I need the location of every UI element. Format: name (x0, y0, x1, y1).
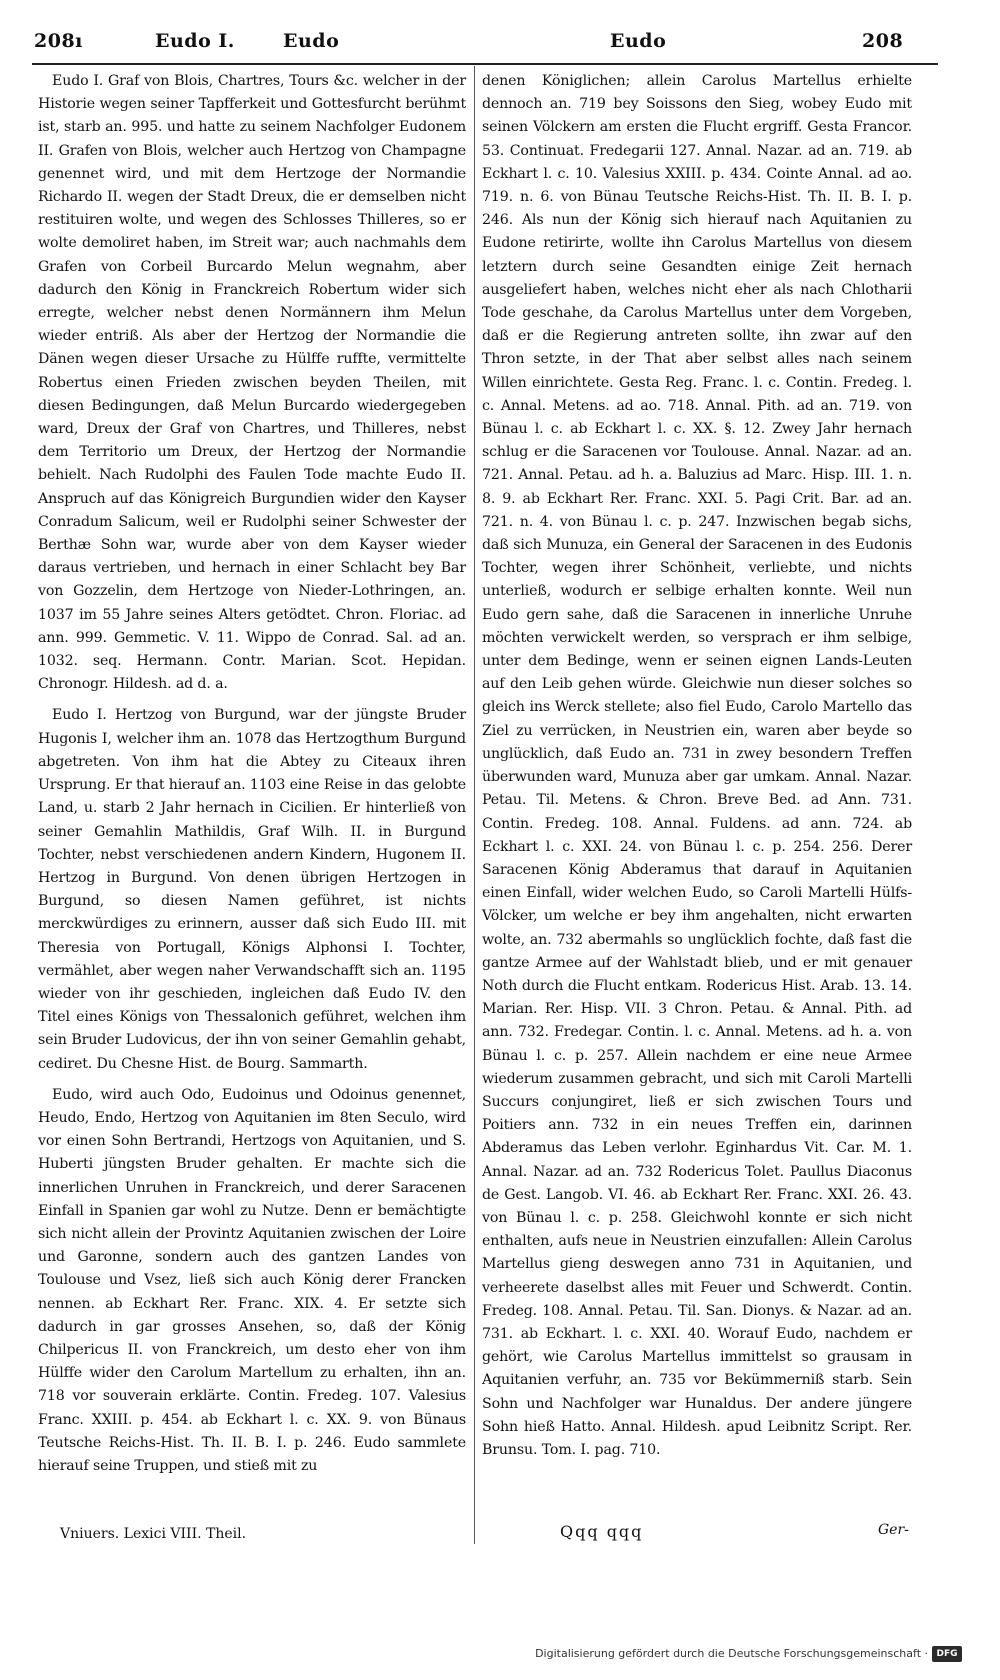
header-rule (32, 63, 938, 65)
volume-signature: Vniuers. Lexici VIII. Theil. (60, 1526, 247, 1542)
right-running-head: Eudo (610, 30, 667, 52)
entry-eudo-aquitanien-continued: denen Königlichen; allein Carolus Martellus erhielte dennoch an. 719 bey Soissons den Sieg, wobey Eudo mit seinen Völckern am ersten die Flucht ergriff. Gesta Francor. 53. Continuat. Fredegarii 127. Annal. Nazar. ad an. 719. ab Eckhart l. c. 10. Valesius XXIII. p. 434. Cointe Annal. ad ao. 719. n. 6. von Bünau Teutsche Reichs-Hist. Th. II. B. I. p. 246. Als nun der König sich hierauf nach Aquitanien zu Eudone retirirte, wollte ihn Carolus Martellus von diesem letztern durch seine Gesandten einige Zeit hernach ausgeliefert haben, welches nicht eher als nach Chlotharii Tode geschahe, da Carolus Martellus unter dem Vorgeben, daß er die Regierung antreten sollte, ihn zwar auf den Thron setzte, in der That aber selbst alles nach seinem Willen einrichtete. Gesta Reg. Franc. l. c. Contin. Fredeg. l. c. Annal. Metens. ad ao. 718. Annal. Pith. ad an. 719. von Bünau l. c. ab Eckhart l. c. XX. §. 12. Zwey Jahr hernach schlug er die Saracenen vor Toulouse. Annal. Nazar. ad an. 721. Annal. Petau. ad h. a. Baluzius ad Marc. Hisp. III. 1. n. 8. 9. ab Eckhart Rer. Franc. XXI. 5. Pagi Crit. Bar. ad an. 721. n. 4. von Bünau l. c. p. 247. Inzwischen begab sichs, daß sich Munuza, ein General der Saracenen in des Eudonis Tochter, wegen ihrer Schönheit, verliebte, und nichts unterließ, wodurch er selbige erhalten konnte. Weil nun Eudo gern sahe, daß die Saracenen in innerliche Unruhe möchten verwickelt werden, so versprach er ihm selbige, unter dem Bedinge, wenn er seinen eignen Lands-Leuten auf den Leib gehen würde. Gleichwie nun dieser solches so gleich ins Werck stellete; also fiel Eudo, Carolo Martello das Ziel zu verrücken, in Neustrien ein, waren aber beyde so unglücklich, daß Eudo an. 731 in zwey besondern Treffen überwunden ward, Munuza aber gar umkam. Annal. Nazar. Petau. Til. Metens. & Chron. Breve Bed. ad Ann. 731. Contin. Fredeg. 108. Annal. Fuldens. ad ann. 724. ab Eckhart l. c. XXI. 24. von Bünau l. c. p. 254. 256. Derer Saracenen König Abderamus that darauf in Aquitanien einen Einfall, wider welchen Eudo, so Caroli Martelli Hülfs-Völcker, um welche er bey ihm angehalten, nicht erwarten wolte, an. 732 abermahls so unglücklich fochte, daß fast die gantze Armee auf der Wahlstadt blieb, und er mit genauer Noth durch die Flucht entkam. Rodericus Hist. Arab. 13. 14. Marian. Rer. Hisp. VII. 3 Chron. Petau. & Annal. Pith. ad ann. 732. Fredegar. Contin. l. c. Annal. Metens. ad h. a. von Bünau l. c. p. 257. Allein nachdem er eine neue Armee wiederum zusammen gebracht, und sich mit Caroli Martelli Succurs conjungiret, ließ er sich zwischen Tours und Poitiers ann. 732 in ein neues Treffen ein, darinnen Abderamus das Leben verlohr. Eginhardus Vit. Car. M. 1. Annal. Nazar. ad an. 732 Rodericus Tolet. Paullus Diaconus de Gest. Langob. VI. 46. ab Eckhart Rer. Franc. XXI. 26. 43. von Bünau l. c. p. 258. Gleichwohl konnte er sich nicht enthalten, aufs neue in Neustrien einzufallen: Allein Carolus Martellus gieng deswegen anno 731 in Aquitanien, und verheerete daselbst alles mit Feuer und Schwerdt. Contin. Fredeg. 108. Annal. Petau. Til. San. Dionys. & Nazar. ad an. 731. ab Eckhart. l. c. XXI. 40. Worauf Eudo, nachdem er gehört, wie Carolus Martellus immittelst so grausam in Aquitanien verfuhr, an. 735 vor Bekümmerniß starb. Sein Sohn und Nachfolger war Hunaldus. Der andere jüngere Sohn hieß Hatto. Annal. Hildesh. apud Leibnitz Script. Rer. Brunsu. Tom. I. pag. 710. (482, 73, 912, 1458)
column-divider (474, 66, 475, 1544)
entry-eudo-aquitanien: Eudo, wird auch Odo, Eudoinus und Odoinus genennet, Heudo, Endo, Hertzog von Aquitanien im 8ten Seculo, wird vor einen Sohn Bertrandi, Hertzogs von Aquitanien, und S. Huberti jüngsten Bruder gehalten. Er machte sich die innerlichen Unruhen in Franckreich, und derer Saracenen Einfall in Spanien gar wohl zu Nutze. Denn er bemächtigte sich nicht allein der Provintz Aquitanien zwischen der Loire und Garonne, sondern auch des gantzen Landes von Toulouse und Vsez, ließ sich auch König derer Francken nennen. ab Eckhart Rer. Franc. XIX. 4. Er setzte sich dadurch in gar grosses Ansehen, so, daß der König Chilpericus II. von Franckreich, um desto eher von ihm Hülffe wider den Carolum Martellum zu erhalten, ihn an. 718 vor souverain erklärte. Contin. Fredeg. 107. Valesius Franc. XXIII. p. 454. ab Eckhart l. c. XX. 9. von Bünaus Teutsche Reichs-Hist. Th. II. B. I. p. 246. Eudo sammlete hierauf seine Truppen, und stieß mit zu (38, 1086, 466, 1474)
entry-eudo-hertzog-burgund: Eudo I. Hertzog von Burgund, war der jüngste Bruder Hugonis I, welcher ihm an. 1078 das Hertzogthum Burgund abgetreten. Von ihm hat die Abtey zu Citeaux ihren Ursprung. Er that hierauf an. 1103 eine Reise in das gelobte Land, u. starb 2 Jahr hernach in Cicilien. Er hinterließ von seiner Gemahlin Mathildis, Graf Wilh. II. in Burgund Tochter, nebst verschiedenen andern Kindern, Hugonem II. Hertzog in Burgund. Von denen übrigen Hertzogen in Burgund, so diesen Namen geführet, ist nichts merckwürdiges zu erinnern, ausser daß sich Eudo III. mit Theresia von Portugall, Königs Alphonsi I. Tochter, vermählet, aber wegen naher Verwandschafft sich an. 1195 wieder von ihr geschieden, ingleichen daß Eudo IV. den Titel eines Königs von Thessalonich geführet, welchen ihm sein Bruder Ludovicus, der ihn von seiner Gemahlin gehabt, cediret. Du Chesne Hist. de Bourg. Sammarth. (38, 707, 466, 1072)
printer-signature: Qqq qqq (560, 1522, 644, 1541)
left-column-number: 208ı (34, 30, 83, 52)
left-running-head-2: Eudo (283, 30, 340, 52)
entry-eudo-graf-von-blois: Eudo I. Graf von Blois, Chartres, Tours &c. welcher in der Historie wegen seiner Tapfferkeit und Gottesfurcht berühmt ist, starb an. 995. und hatte zu seinem Nachfolger Eudonem II. Grafen von Blois, welcher auch Hertzog von Champagne genennet wird, und mit dem Hertzoge der Normandie Richardo II. wegen der Stadt Dreux, die er demselben nicht restituiren wolte, und wegen des Schlosses Thilleres, so er wolte demoliret haben, im Streit war; auch nachmahls dem Grafen von Corbeil Burcardo Melun wegnahm, aber dadurch den König in Franckreich Robertum wider sich erregte, welcher nebst denen Normännern ihm Melun wieder entriß. Als aber der Hertzog der Normandie die Dänen wegen dieser Ursache zu Hülffe ruffte, vermittelte Robertus einen Frieden zwischen beyden Theilen, mit diesen Bedingungen, daß Melun Burcardo wiedergegeben ward, Dreux der Graf von Chartres, und Thilleres, nebst dem Territorio um Dreux, der Hertzog der Normandie behielt. Nach Rudolphi des Faulen Tode machte Eudo II. Anspruch auf das Königreich Burgundien wider den Kayser Conradum Salicum, weil er Rudolphi seiner Schwester der Berthæ Sohn war, wurde aber von dem Kayser wieder daraus vertrieben, und hernach in einer Schlacht bey Bar von Gozzelin, dem Hertzoge von Nieder-Lothringen, an. 1037 im 55 Jahre seines Alters getödtet. Chron. Floriac. ad ann. 999. Gemmetic. V. 11. Wippo de Conrad. Sal. ad an. 1032. seq. Hermann. Contr. Marian. Scot. Hepidan. Chronogr. Hildesh. ad d. a. (38, 73, 466, 693)
digitization-credit: Digitalisierung gefördert durch die Deutsche Forschungsgemeinschaft · (535, 1647, 928, 1660)
right-column-number: 208 (862, 30, 904, 52)
dfg-logo: DFG (932, 1646, 962, 1662)
right-column (482, 70, 912, 1470)
left-column (38, 70, 466, 1486)
left-running-head-1: Eudo I. (155, 30, 235, 52)
catchword: Ger- (878, 1522, 909, 1538)
